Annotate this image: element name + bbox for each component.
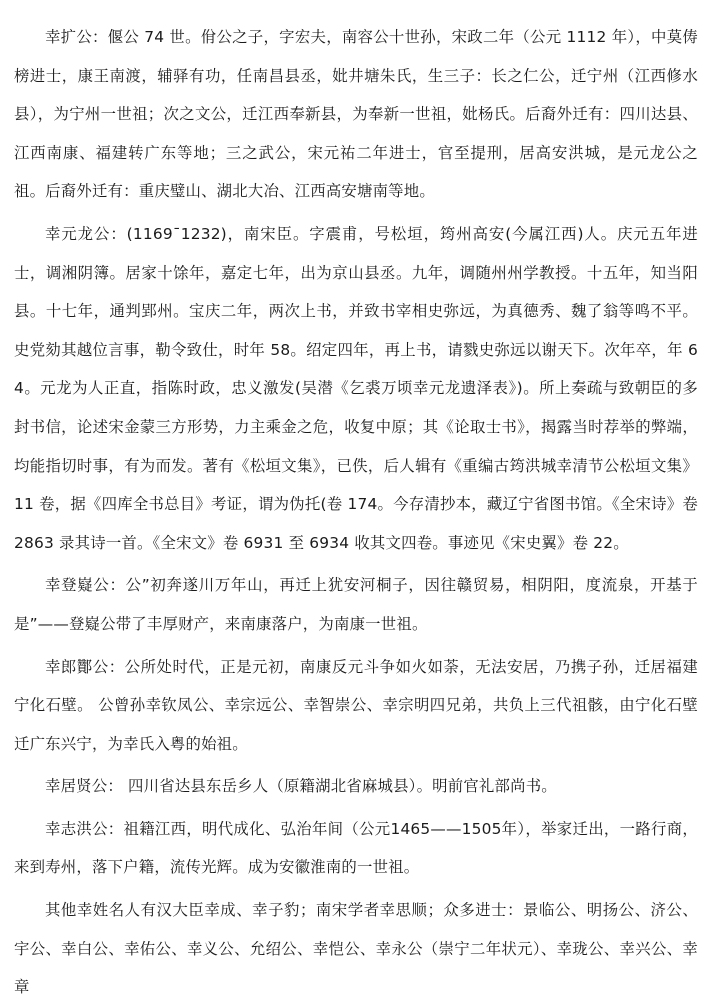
paragraph-xing-dengyi: 幸登嶷公：公”初奔遂川万年山，再迁上犹安河桐子，因往赣贸易，相阴阳，度流泉，开基于是”——登嶷公带了丰厚财产，来南康落户，为南康一世祖。 bbox=[14, 576, 698, 633]
paragraph-xing-juxian: 幸居贤公： 四川省达县东岳乡人（原籍湖北省麻城县）。明前官礼部尚书。 bbox=[45, 777, 557, 796]
paragraph-xing-zhihong: 幸志洪公：祖籍江西，明代成化、弘治年间（公元1465——1505年），举家迁出，一路行商，来到寿州，落下户籍，流传光辉。成为安徽淮南的一世祖。 bbox=[14, 819, 698, 877]
paragraph-xing-kuo: 幸扩公：偃公 74 世。佾公之子，字宏夫，南容公十世孙，宋政二年（公元 1112 年），中莫俦榜进士，康王南渡，辅驿有功，任南昌县丞，妣井塘朱氏，生三子：长之仁公，迁宁州（江西修水县），为宁州一世祖；次之文公，迁江西奉新县，为奉新一世祖，妣杨氏。后裔外迁有：四川达县、江西南康、福建转广东等地；三之武公，宋元祐二年进士，官至提刑，居高安洪城，是元龙公之祖。后裔外迁有：重庆璧山、湖北大冶、江西高安塘南等地。 bbox=[14, 28, 698, 201]
paragraph-xing-langzan: 幸郎酇公：公所处时代，正是元初，南康反元斗争如火如荼，无法安居，乃携子孙，迁居福建宁化石壁。 公曾孙幸钦凤公、幸宗远公、幸智崇公、幸宗明四兄弟，共负上三代祖骸，由宁化石壁迁广东兴宁，为幸氏入粤的始祖。 bbox=[14, 657, 698, 753]
paragraph-xing-yuanlong: 幸元龙公：(1169¯1232)，南宋臣。字震甫，号松垣，筠州高安(今属江西)人。庆元五年进士，调湘阴簿。居家十馀年，嘉定七年，出为京山县丞。九年，调随州州学教授。十五年，知当阳县。十七年，通判郢州。宝庆二年，两次上书，并致书宰相史弥远，为真德秀、魏了翁等鸣不平。史党劾其越位言事，勒令致仕，时年 58。绍定四年，再上书，请戮史弥远以谢天下。次年卒，年 64。元龙为人正直，指陈时政，忠义激发(吴潜《乞裘万顷幸元龙遗泽表》)。所上奏疏与致朝臣的多封书信，论述宋金蒙三方形势，力主乘金之危，收复中原；其《论取士书》，揭露当时荐举的弊端，均能指切时事，有为而发。著有《松垣文集》，已佚，后人辑有《重编古筠洪城幸清节公松垣文集》11 卷，据《四库全书总目》考证，谓为伪托(卷 174。今存清抄本，藏辽宁省图书馆。《全宋诗》卷 2863 录其诗一首。《全宋文》卷 6931 至 6934 收其文四卷。事迹见《宋史翼》卷 22。 bbox=[14, 224, 698, 552]
paragraph-other-notables: 其他幸姓名人有汉大臣幸成、幸子豹；南宋学者幸思顺；众多进士：景临公、明扬公、济公、宇公、幸白公、幸佑公、幸义公、允绍公、幸恺公、幸永公（崇宁二年状元）、幸珑公、幸兴公、幸章 bbox=[14, 901, 698, 997]
